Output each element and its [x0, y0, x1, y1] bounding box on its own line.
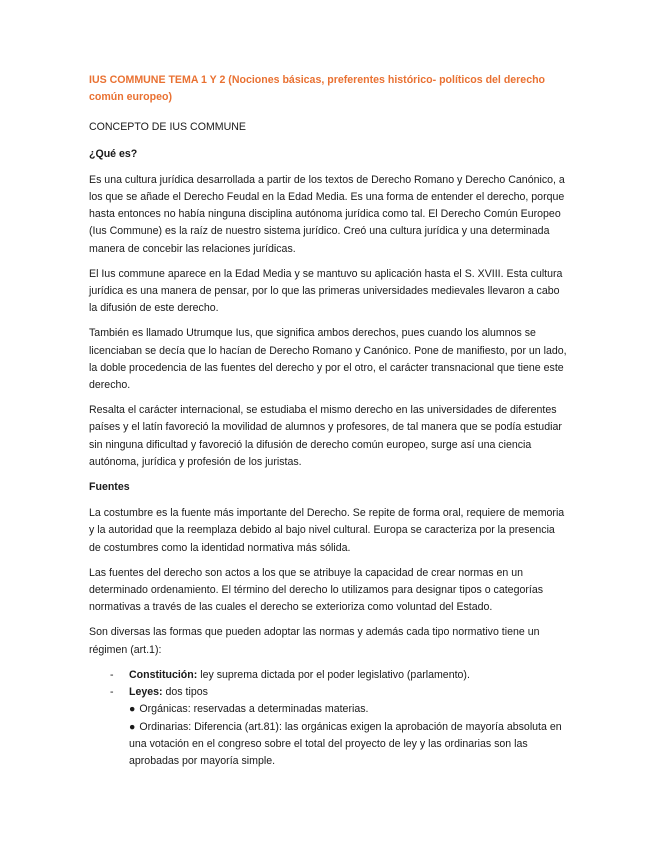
- sub-list-item: [129, 701, 567, 718]
- dash-marker: -: [110, 686, 114, 699]
- list-item-term: Constitución:: [129, 668, 198, 681]
- que-es-heading: ¿Qué es?: [89, 147, 138, 160]
- sub-list-item: [129, 719, 567, 771]
- paragraph: Las fuentes del derecho son actos a los que se atribuye la capacidad de crear normas en un determinado ordenamiento. El término del derecho lo utilizamos para designar tipos o categorías normativas a través de las cuales el derecho se exterioriza como voluntad del Estado.: [89, 566, 544, 614]
- list-item-text: ley suprema dictada por el poder legislativo (parlamento).: [197, 668, 470, 681]
- list-item: [89, 684, 567, 770]
- fuentes-heading: Fuentes: [89, 481, 130, 494]
- list-item-text: dos tipos: [162, 686, 208, 699]
- paragraph: Resalta el carácter internacional, se estudiaba el mismo derecho en las universidades de diferentes países y el latín favoreció la movilidad de alumnos y profesores, de tal manera que se podía estudiar sin ninguna dificultad y favoreció la difusión de derecho común europeo, surge así una ciencia autónoma, jurídica y profesión de los juristas.: [89, 404, 562, 468]
- document-title: IUS COMMUNE TEMA 1 Y 2 (Nociones básicas, preferentes histórico- políticos del derecho común europeo): [89, 74, 546, 104]
- document-page: [89, 72, 567, 770]
- paragraph: Son diversas las formas que pueden adoptar las normas y además cada tipo normativo tiene un régimen (art.1):: [89, 626, 540, 656]
- bullet-icon: ●: [129, 703, 136, 716]
- concept-heading: CONCEPTO DE IUS COMMUNE: [89, 121, 246, 134]
- bullet-icon: ●: [129, 720, 136, 733]
- sub-list-item-text: Orgánicas: reservadas a determinadas materias.: [139, 703, 369, 716]
- paragraph: La costumbre es la fuente más importante del Derecho. Se repite de forma oral, requiere de memoria y la autoridad que la reemplaza debido al bajo nivel cultural. Europa se caracteriza por la presencia de costumbres como la identidad normativa más sólida.: [89, 507, 565, 554]
- list-item-term: Leyes:: [129, 686, 163, 699]
- paragraph: El Ius commune aparece en la Edad Media y se mantuvo su aplicación hasta el S. XVIII. Esta cultura jurídica es una manera de pensar, por lo que las primeras universidades medievales llevaron a cabo la difusión de este derecho.: [89, 267, 563, 315]
- law-types-sublist: [129, 701, 567, 770]
- dash-marker: -: [110, 668, 114, 681]
- paragraph: Es una cultura jurídica desarrollada a partir de los textos de Derecho Romano y Derecho Canónico, a los que se añade el Derecho Feudal en la Edad Media. Es una forma de entender el derecho, porque hasta entonces no había ninguna disciplina autónoma jurídica como tal. El Derecho Común Europeo (Ius Commune) es la raíz de nuestro sistema jurídico. Creó una cultura jurídica y una determinada manera de concebir las relaciones jurídicas.: [89, 173, 565, 255]
- paragraph: También es llamado Utrumque Ius, que significa ambos derechos, pues cuando los alumnos se licenciaban se decía que lo hacían de Derecho Romano y Canónico. Pone de manifiesto, por un lado, la doble procedencia de las fuentes del derecho y por el otro, el carácter transnacional que tiene este derecho.: [89, 327, 567, 392]
- list-item: [89, 667, 567, 684]
- sub-list-item-text: Ordinarias: Diferencia (art.81): las orgánicas exigen la aprobación de mayoría absoluta en una votación en el congreso sobre el total del proyecto de ley y las ordinarias son las aprobadas por mayoría simple.: [129, 720, 562, 767]
- norm-types-list: [89, 667, 567, 770]
